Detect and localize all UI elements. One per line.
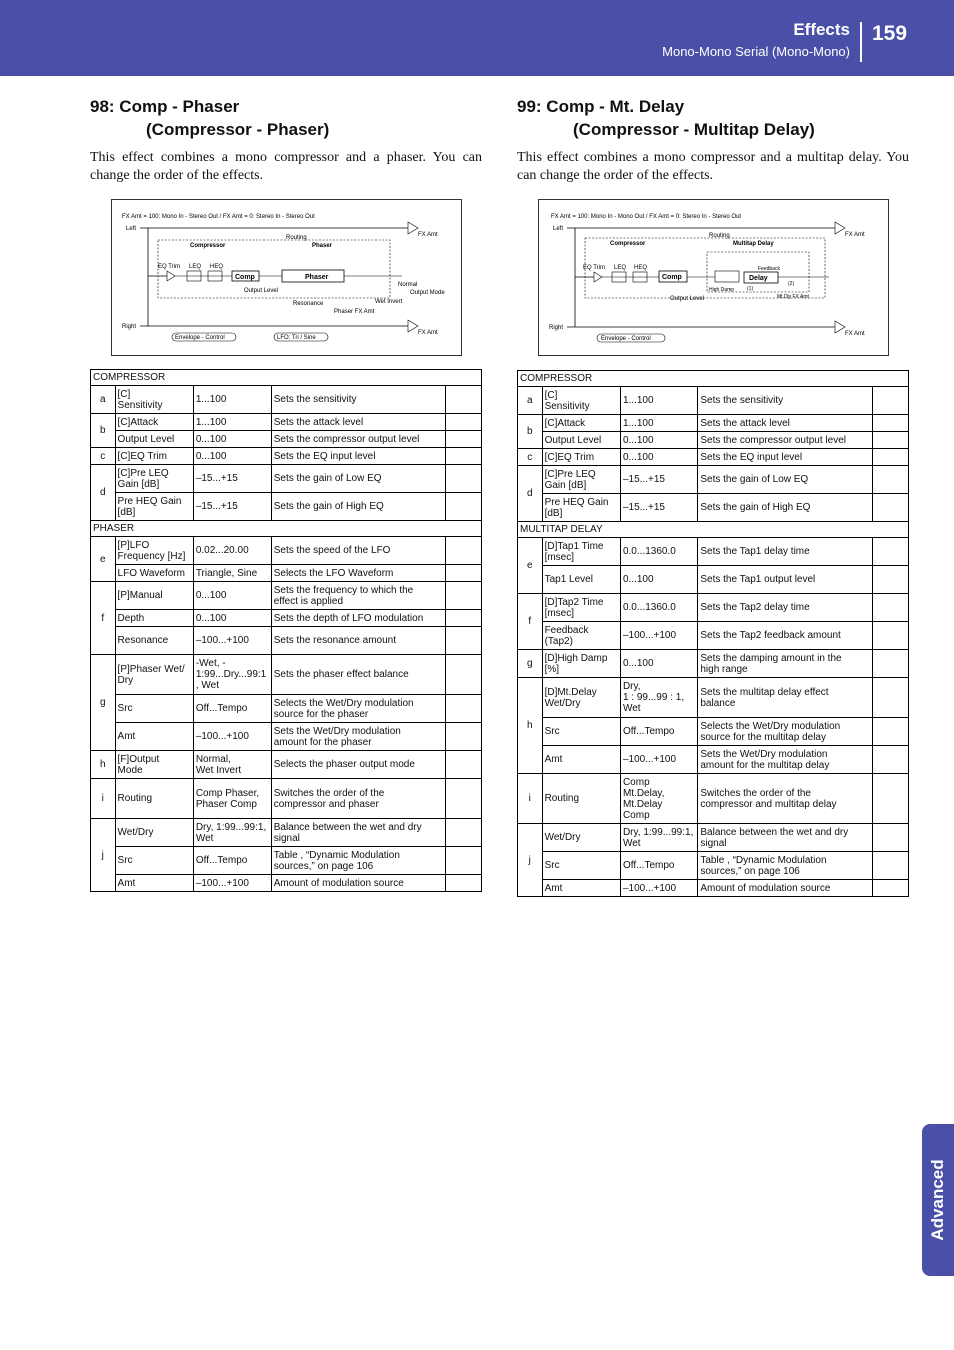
table-row — [518, 718, 909, 746]
param-extra — [872, 824, 908, 852]
param-description: Sets the gain of Low EQ — [271, 465, 445, 493]
table-row — [518, 494, 909, 522]
param-extra — [872, 746, 908, 774]
param-name: [C] Sensitivity — [542, 387, 620, 415]
param-name: Wet/Dry — [542, 824, 620, 852]
param-description: Table , “Dynamic Modulation sources,” on page 106 — [698, 852, 873, 880]
param-range: Dry, 1 : 99...99 : 1, Wet — [620, 678, 697, 718]
param-letter: d — [518, 466, 543, 522]
param-range: –100...+100 — [620, 746, 697, 774]
param-extra — [445, 610, 481, 627]
table-row — [518, 538, 909, 566]
param-range: 0...100 — [620, 432, 697, 449]
param-range: 1...100 — [193, 386, 271, 414]
diagram-envelope: Envelope - Control — [175, 335, 225, 341]
param-extra — [872, 594, 908, 622]
diagram-eqtrim-label: EQ Trim — [158, 264, 180, 270]
param-range: 1...100 — [620, 387, 697, 415]
param-extra — [445, 723, 481, 751]
param-letter: b — [91, 414, 116, 448]
param-description: Sets the attack level — [271, 414, 445, 431]
param-range: 0...100 — [620, 566, 697, 594]
param-description: Sets the gain of High EQ — [271, 493, 445, 521]
effect-98-title-line1: 98: Comp - Phaser — [90, 97, 240, 116]
diagram-resonance: Resonance — [293, 301, 324, 307]
table-section-label: PHASER — [91, 521, 482, 537]
param-range: 0...100 — [193, 431, 271, 448]
param-letter: e — [91, 537, 116, 582]
param-extra — [872, 622, 908, 650]
param-description: Sets the phaser effect balance — [271, 655, 445, 695]
diagram-effect-label: Phaser — [312, 243, 333, 249]
effect-98-title-line2: (Compressor - Phaser) — [146, 120, 330, 139]
param-description: Amount of modulation source — [271, 875, 445, 892]
param-range: 1...100 — [193, 414, 271, 431]
param-extra — [445, 414, 481, 431]
param-extra — [445, 431, 481, 448]
param-letter: j — [518, 824, 543, 897]
param-extra — [872, 494, 908, 522]
side-tab-advanced[interactable] — [922, 1124, 954, 1276]
side-tab-label: Advanced — [928, 1159, 947, 1241]
table-section-label: COMPRESSOR — [518, 371, 909, 387]
param-name: LFO Waveform — [115, 565, 193, 582]
diagram-heq-label: HEQ — [210, 264, 224, 270]
param-range: Dry, 1:99...99:1, Wet — [620, 824, 697, 852]
table-row — [518, 466, 909, 494]
effect-99-title — [517, 95, 909, 141]
param-name: [D]Mt.Delay Wet/Dry — [542, 678, 620, 718]
diagram-right-label: Right — [122, 324, 137, 330]
param-name: Amt — [542, 746, 620, 774]
param-extra — [445, 655, 481, 695]
param-description: Sets the damping amount in the high range — [698, 650, 873, 678]
param-range: –100...+100 — [193, 627, 271, 655]
param-name: [F]Output Mode — [115, 751, 193, 779]
table-row — [518, 415, 909, 432]
param-description: Sets the depth of LFO modulation — [271, 610, 445, 627]
param-description: Selects the LFO Waveform — [271, 565, 445, 582]
param-name: Amt — [542, 880, 620, 897]
param-range: 1...100 — [620, 415, 697, 432]
diagram-feedback: Feedback — [758, 266, 780, 272]
diagram-effect-box: Phaser — [305, 274, 329, 281]
param-letter: j — [91, 819, 116, 892]
diagram-comp-box: Comp — [235, 274, 255, 281]
param-range: Comp Phaser, Phaser Comp — [193, 779, 271, 819]
table-row — [91, 655, 482, 695]
param-extra — [445, 537, 481, 565]
param-name: [D]High Damp [%] — [542, 650, 620, 678]
diagram-right-label: Right — [549, 325, 564, 331]
param-letter: e — [518, 538, 543, 594]
diagram-output-level: Output Level — [244, 288, 279, 294]
param-range: 0...100 — [193, 448, 271, 465]
diagram-mt-fx-amt: Mt.Dly FX Amt — [777, 294, 809, 300]
left-column — [90, 95, 482, 185]
param-name: [C] Sensitivity — [115, 386, 193, 414]
diagram-tap1: (1) — [747, 286, 754, 292]
diagram-compressor-label: Compressor — [190, 243, 226, 249]
param-range: Dry, 1:99...99:1, Wet — [193, 819, 271, 847]
header-divider — [860, 22, 862, 62]
table-row — [518, 824, 909, 852]
param-description: Sets the Tap1 delay time — [698, 538, 873, 566]
table-row — [91, 465, 482, 493]
diagram-wet-invert: Wet Invert — [375, 299, 403, 305]
effect-99-intro: This effect combines a mono compressor and a multitap delay. You can change the order of the effects. — [517, 150, 909, 183]
param-name: [C]Attack — [115, 414, 193, 431]
param-name: [D]Tap2 Time [msec] — [542, 594, 620, 622]
table-row — [91, 819, 482, 847]
diagram-comp-box: Comp — [662, 274, 682, 281]
param-description: Sets the sensitivity — [698, 387, 873, 415]
param-extra — [445, 386, 481, 414]
param-name: Routing — [542, 774, 620, 824]
param-extra — [445, 448, 481, 465]
param-range: Comp Mt.Delay, Mt.Delay Comp — [620, 774, 697, 824]
table-row — [91, 448, 482, 465]
param-range: –100...+100 — [193, 875, 271, 892]
param-description: Sets the Wet/Dry modulation amount for the multitap delay — [698, 746, 873, 774]
param-description: Sets the attack level — [698, 415, 873, 432]
param-range: –100...+100 — [620, 880, 697, 897]
diagram-normal: Normal — [398, 282, 418, 288]
param-description: Sets the speed of the LFO — [271, 537, 445, 565]
table-row — [518, 449, 909, 466]
right-column — [517, 95, 909, 185]
param-name: Output Level — [115, 431, 193, 448]
diagram-envelope: Envelope - Control — [601, 336, 651, 342]
param-range: 0.0...1360.0 — [620, 538, 697, 566]
param-range: 0...100 — [620, 449, 697, 466]
table-row — [518, 852, 909, 880]
diagram-fx-amt-bottom: FX Amt — [418, 330, 438, 336]
param-name: Src — [115, 695, 193, 723]
diagram-top-label: FX Amt = 100: Mono In - Stereo Out / FX Amt = 0: Stereo In - Stereo Out — [122, 214, 315, 220]
effect-99-title-line2: (Compressor - Multitap Delay) — [573, 120, 815, 139]
table-row — [518, 432, 909, 449]
table-row — [91, 565, 482, 582]
table-row — [518, 622, 909, 650]
param-description: Sets the Wet/Dry modulation amount for the phaser — [271, 723, 445, 751]
diagram-compressor-label: Compressor — [610, 241, 646, 247]
diagram-top-label: FX Amt = 100: Mono In - Mono Out / FX Amt = 0: Stereo In - Stereo Out — [551, 214, 742, 220]
param-letter: h — [91, 751, 116, 779]
param-range: 0...100 — [620, 650, 697, 678]
param-name: [C]Pre LEQ Gain [dB] — [115, 465, 193, 493]
table-row — [518, 678, 909, 718]
param-letter: g — [518, 650, 543, 678]
param-letter: g — [91, 655, 116, 751]
param-range: Off...Tempo — [193, 847, 271, 875]
param-name: [D]Tap1 Time [msec] — [542, 538, 620, 566]
diagram-tap2: (2) — [788, 281, 795, 287]
table-row — [91, 723, 482, 751]
table-row — [91, 386, 482, 414]
param-description: Table , “Dynamic Modulation sources,” on page 106 — [271, 847, 445, 875]
diagram-eqtrim-label: EQ Trim — [583, 265, 605, 271]
section-subtitle: Mono-Mono Serial (Mono-Mono) — [662, 44, 850, 59]
diagram-left-label: Left — [126, 226, 137, 232]
param-extra — [445, 779, 481, 819]
diagram-effect-label: Multitap Delay — [733, 241, 774, 247]
param-letter: h — [518, 678, 543, 774]
param-description: Balance between the wet and dry signal — [698, 824, 873, 852]
param-description: Sets the EQ input level — [271, 448, 445, 465]
comp-mtdelay-diagram — [538, 199, 889, 356]
section-title: Effects — [793, 20, 850, 39]
param-description: Sets the sensitivity — [271, 386, 445, 414]
diagram-phaser-fx-amt: Phaser FX Amt — [334, 309, 375, 315]
param-description: Sets the gain of High EQ — [698, 494, 873, 522]
param-name: [C]Pre LEQ Gain [dB] — [542, 466, 620, 494]
param-description: Sets the resonance amount — [271, 627, 445, 655]
diagram-leq-label: LEQ — [614, 265, 627, 271]
param-name: Pre HEQ Gain [dB] — [115, 493, 193, 521]
param-letter: f — [518, 594, 543, 650]
table-row — [518, 594, 909, 622]
table-row — [91, 582, 482, 610]
param-name: Src — [115, 847, 193, 875]
param-letter: f — [91, 582, 116, 655]
param-extra — [872, 774, 908, 824]
param-name: Tap1 Level — [542, 566, 620, 594]
param-extra — [872, 449, 908, 466]
table-row — [91, 610, 482, 627]
table-row — [518, 566, 909, 594]
diagram-heq-label: HEQ — [634, 265, 648, 271]
param-description: Sets the Tap2 feedback amount — [698, 622, 873, 650]
param-letter: b — [518, 415, 543, 449]
table-section-row — [518, 522, 909, 538]
param-name: [P]LFO Frequency [Hz] — [115, 537, 193, 565]
table-row — [91, 431, 482, 448]
param-range: –15...+15 — [193, 493, 271, 521]
param-range: 0...100 — [193, 582, 271, 610]
table-row — [91, 847, 482, 875]
diagram-routing-label: Routing — [709, 233, 730, 239]
param-description: Amount of modulation source — [698, 880, 873, 897]
effect-98-intro: This effect combines a mono compressor and a phaser. You can change the order of the effects. — [90, 150, 482, 183]
diagram-leq-label: LEQ — [189, 264, 202, 270]
param-name: Feedback (Tap2) — [542, 622, 620, 650]
diagram-routing-label: Routing — [286, 235, 307, 241]
param-extra — [445, 819, 481, 847]
param-range: Off...Tempo — [193, 695, 271, 723]
comp-mtdelay-param-table — [517, 370, 909, 897]
param-extra — [445, 875, 481, 892]
diagram-output-mode: Output Mode — [410, 290, 445, 296]
table-row — [91, 875, 482, 892]
param-description: Selects the Wet/Dry modulation source for the phaser — [271, 695, 445, 723]
param-description: Selects the phaser output mode — [271, 751, 445, 779]
param-range: –100...+100 — [620, 622, 697, 650]
param-letter: a — [518, 387, 543, 415]
param-extra — [872, 432, 908, 449]
param-range: Off...Tempo — [620, 852, 697, 880]
param-extra — [445, 565, 481, 582]
param-extra — [872, 650, 908, 678]
param-name: Src — [542, 852, 620, 880]
comp-phaser-diagram — [111, 199, 462, 356]
comp-phaser-param-table — [90, 369, 482, 892]
diagram-output-level: Output Level — [670, 296, 705, 302]
table-row — [518, 774, 909, 824]
param-description: Sets the gain of Low EQ — [698, 466, 873, 494]
table-row — [91, 751, 482, 779]
param-name: Routing — [115, 779, 193, 819]
param-extra — [872, 880, 908, 897]
param-range: 0.0...1360.0 — [620, 594, 697, 622]
param-name: [P]Manual — [115, 582, 193, 610]
param-name: Amt — [115, 723, 193, 751]
param-range: 0...100 — [193, 610, 271, 627]
param-letter: i — [518, 774, 543, 824]
param-name: Output Level — [542, 432, 620, 449]
page-header — [0, 0, 954, 76]
param-name: Depth — [115, 610, 193, 627]
diagram-effect-box: Delay — [749, 275, 768, 282]
param-extra — [872, 852, 908, 880]
param-name: Pre HEQ Gain [dB] — [542, 494, 620, 522]
table-section-label: COMPRESSOR — [91, 370, 482, 386]
effect-98-title — [90, 95, 482, 141]
param-name: Resonance — [115, 627, 193, 655]
param-range: –15...+15 — [193, 465, 271, 493]
param-description: Sets the multitap delay effect balance — [698, 678, 873, 718]
diagram-lfo: LFO: Tri / Sine — [277, 335, 316, 341]
param-extra — [872, 387, 908, 415]
param-description: Switches the order of the compressor and phaser — [271, 779, 445, 819]
param-description: Sets the compressor output level — [271, 431, 445, 448]
table-row — [91, 414, 482, 431]
param-range: -Wet, - 1:99...Dry...99:1 , Wet — [193, 655, 271, 695]
param-extra — [445, 493, 481, 521]
table-row — [518, 650, 909, 678]
table-row — [91, 779, 482, 819]
diagram-fx-amt-bottom: FX Amt — [845, 331, 865, 337]
param-name: Amt — [115, 875, 193, 892]
param-extra — [872, 415, 908, 432]
param-name: Wet/Dry — [115, 819, 193, 847]
param-extra — [872, 566, 908, 594]
param-name: [C]EQ Trim — [542, 449, 620, 466]
table-row — [518, 880, 909, 897]
param-name: [P]Phaser Wet/ Dry — [115, 655, 193, 695]
param-name: Src — [542, 718, 620, 746]
param-extra — [872, 466, 908, 494]
param-name: [C]Attack — [542, 415, 620, 432]
param-letter: c — [518, 449, 543, 466]
param-range: Off...Tempo — [620, 718, 697, 746]
param-description: Sets the Tap1 output level — [698, 566, 873, 594]
diagram-left-label: Left — [553, 226, 564, 232]
param-extra — [445, 847, 481, 875]
param-extra — [445, 695, 481, 723]
param-letter: a — [91, 386, 116, 414]
table-section-row — [518, 371, 909, 387]
diagram-fx-amt-top: FX Amt — [845, 232, 865, 238]
table-section-label: MULTITAP DELAY — [518, 522, 909, 538]
param-extra — [872, 678, 908, 718]
param-letter: c — [91, 448, 116, 465]
param-range: Triangle, Sine — [193, 565, 271, 582]
param-description: Sets the compressor output level — [698, 432, 873, 449]
param-range: 0.02...20.00 — [193, 537, 271, 565]
page-number: 159 — [872, 22, 908, 45]
param-letter: i — [91, 779, 116, 819]
param-range: –100...+100 — [193, 723, 271, 751]
param-extra — [872, 538, 908, 566]
param-description: Sets the frequency to which the effect is applied — [271, 582, 445, 610]
param-range: –15...+15 — [620, 494, 697, 522]
table-row — [91, 627, 482, 655]
diagram-fx-amt-top: FX Amt — [418, 232, 438, 238]
effect-99-title-line1: 99: Comp - Mt. Delay — [517, 97, 685, 116]
table-section-row — [91, 521, 482, 537]
table-row — [91, 695, 482, 723]
param-extra — [872, 718, 908, 746]
table-row — [518, 746, 909, 774]
param-description: Sets the EQ input level — [698, 449, 873, 466]
table-row — [91, 493, 482, 521]
param-description: Selects the Wet/Dry modulation source for the multitap delay — [698, 718, 873, 746]
diagram-high-damp: High Damp — [709, 287, 735, 293]
param-description: Switches the order of the compressor and multitap delay — [698, 774, 873, 824]
param-range: –15...+15 — [620, 466, 697, 494]
param-extra — [445, 582, 481, 610]
param-range: Normal, Wet Invert — [193, 751, 271, 779]
param-extra — [445, 627, 481, 655]
param-extra — [445, 751, 481, 779]
param-description: Sets the Tap2 delay time — [698, 594, 873, 622]
param-description: Balance between the wet and dry signal — [271, 819, 445, 847]
param-letter: d — [91, 465, 116, 521]
param-name: [C]EQ Trim — [115, 448, 193, 465]
table-row — [518, 387, 909, 415]
table-section-row — [91, 370, 482, 386]
param-extra — [445, 465, 481, 493]
table-row — [91, 537, 482, 565]
